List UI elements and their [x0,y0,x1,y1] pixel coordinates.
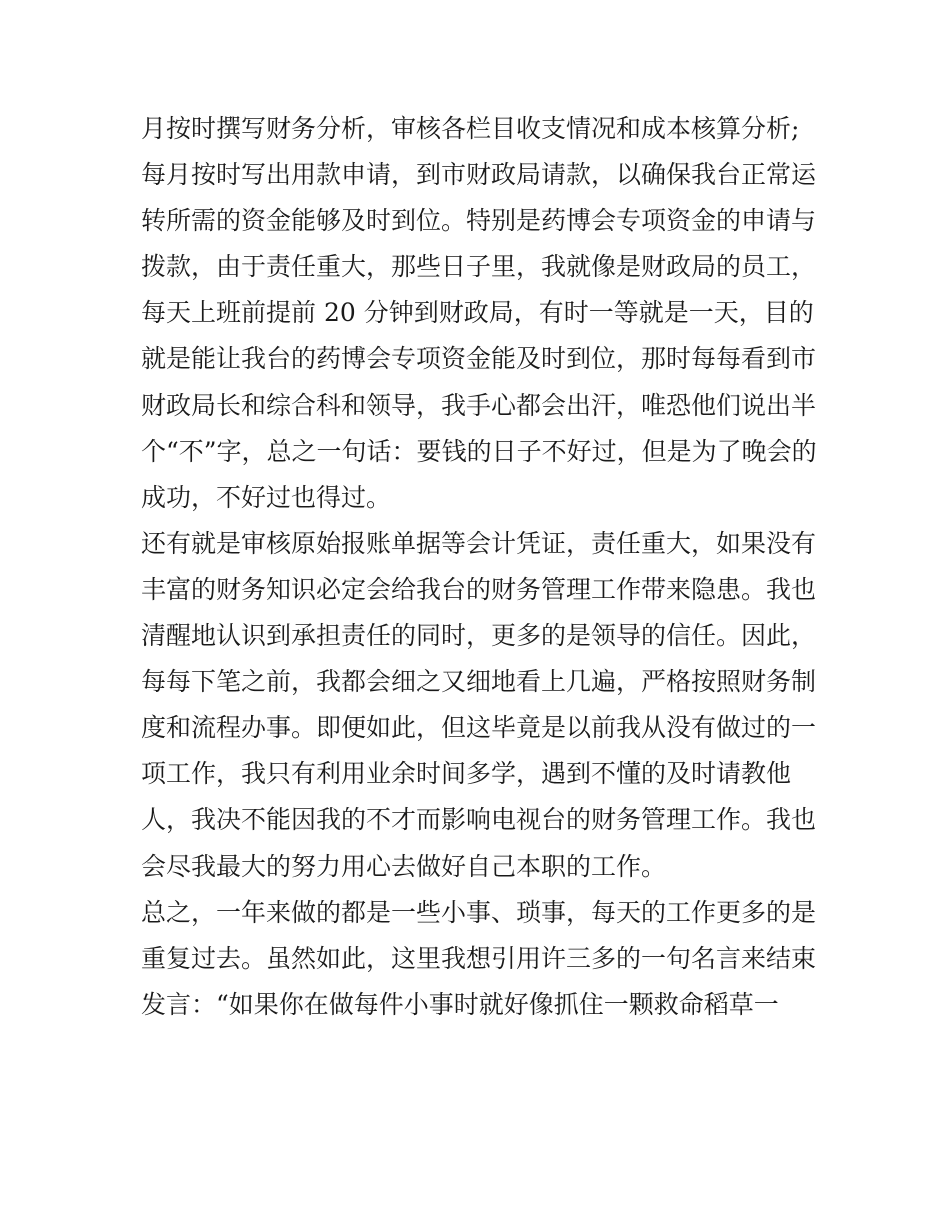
text-line-2: 每月按时写出用款申请，到市财政局请款，以确保我台正常运 [141,160,817,190]
text-line-4: 拨款，由于责任重大，那些日子里，我就像是财政局的员工， [141,252,817,282]
text-line-6: 就是能让我台的药博会专项资金能及时到位，那时每每看到市 [141,344,817,374]
document-body [141,106,821,1028]
text-line-9: 成功，不好过也得过。 [141,482,392,512]
text-line-12: 清醒地认识到承担责任的同时，更多的是领导的信任。因此， [141,621,817,651]
text-line-5: 每天上班前提前 20 分钟到财政局，有时一等就是一天，目的 [141,298,814,328]
text-line-7: 财政局长和综合科和领导，我手心都会出汗，唯恐他们说出半 [141,390,817,420]
text-line-13: 每每下笔之前，我都会细之又细地看上几遍，严格按照财务制 [141,667,817,697]
text-line-16: 人，我决不能因我的不才而影响电视台的财务管理工作。我也 [141,805,817,835]
text-line-8: 个“不”字，总之一句话：要钱的日子不好过，但是为了晚会的 [141,436,817,466]
text-line-11: 丰富的财务知识必定会给我台的财务管理工作带来隐患。我也 [141,574,817,604]
text-line-20: 发言：“如果你在做每件小事时就好像抓住一颗救命稻草一 [141,989,779,1019]
text-line-19: 重复过去。虽然如此，这里我想引用许三多的一句名言来结束 [141,943,817,973]
text-line-10: 还有就是审核原始报账单据等会计凭证，责任重大，如果没有 [141,528,817,558]
text-line-14: 度和流程办事。即便如此，但这毕竟是以前我从没有做过的一 [141,713,817,743]
text-line-3: 转所需的资金能够及时到位。特别是药博会专项资金的申请与 [141,206,817,236]
text-line-18: 总之，一年来做的都是一些小事、琐事，每天的工作更多的是 [141,897,817,927]
text-line-17: 会尽我最大的努力用心去做好自己本职的工作。 [141,851,667,881]
text-line-1: 月按时撰写财务分析，审核各栏目收支情况和成本核算分析; [141,114,800,143]
text-line-15: 项工作，我只有利用业余时间多学，遇到不懂的及时请教他 [141,759,792,789]
